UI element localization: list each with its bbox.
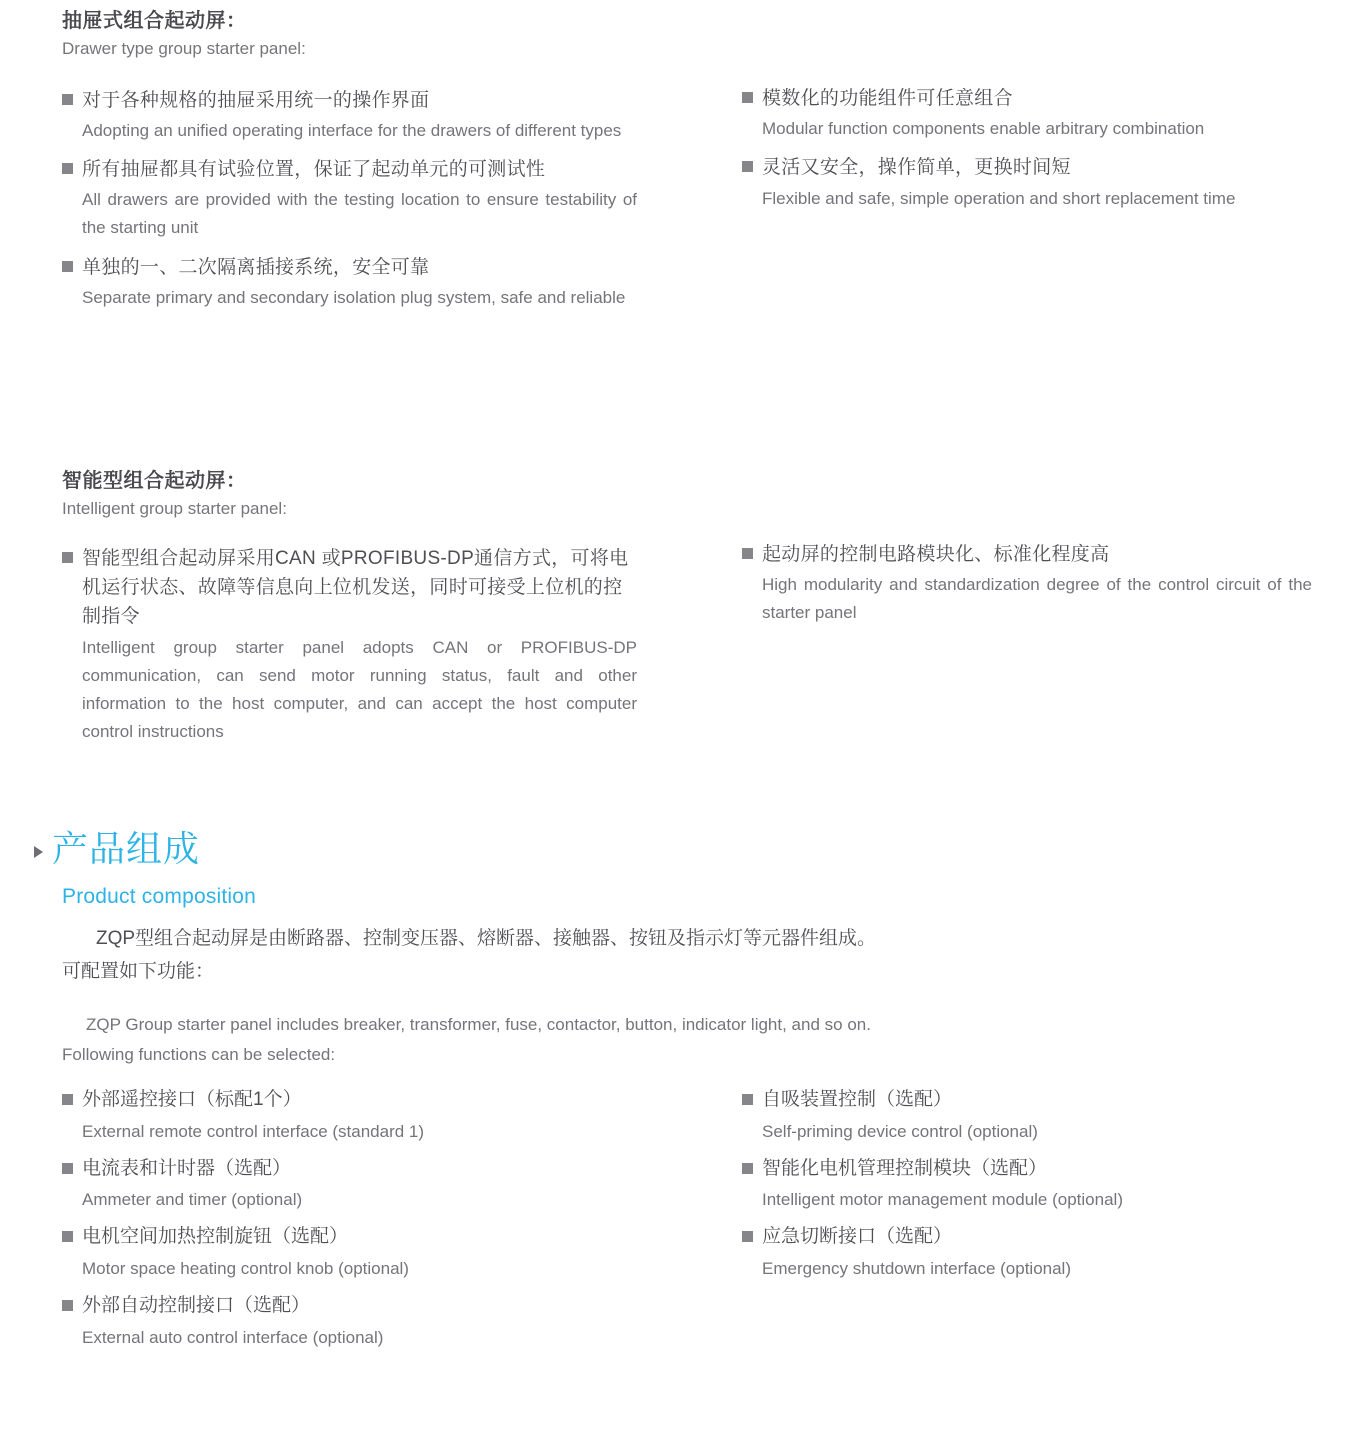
bullet-text-en: Modular function components enable arbitrary combination	[762, 119, 1205, 139]
composition-list-left	[62, 1086, 637, 1361]
bullet-text-cn: 模数化的功能组件可任意组合	[762, 88, 1013, 109]
list-item	[742, 1155, 1312, 1214]
composition-item-en: Self-priming device control (optional)	[762, 1121, 1038, 1141]
bullet-text-cn: 灵活又安全，操作简单，更换时间短	[762, 157, 1071, 179]
section-title-en: Intelligent group starter panel:	[62, 499, 287, 518]
bullet-text-en: Intelligent group starter panel adopts CAN or PROFIBUS-DP communication, can send motor running status, fault and other information to the host computer, and can accept the host computer control instructions	[82, 637, 637, 741]
square-bullet-icon	[62, 1094, 73, 1105]
list-item	[62, 1086, 637, 1145]
square-bullet-icon	[62, 163, 73, 174]
composition-item-en: External remote control interface (standard 1)	[82, 1121, 425, 1141]
list-item	[62, 1292, 637, 1351]
bullet-text-en: Flexible and safe, simple operation and short replacement time	[762, 188, 1236, 208]
product-heading-cn: 产品组成	[52, 828, 201, 869]
composition-item-en: Motor space heating control knob (optional)	[82, 1258, 409, 1278]
square-bullet-icon	[742, 161, 753, 172]
composition-item-cn: 外部自动控制接口（选配）	[82, 1295, 311, 1317]
square-bullet-icon	[62, 552, 73, 563]
list-item	[742, 540, 1312, 569]
square-bullet-icon	[742, 1231, 753, 1242]
section-title-cn: 智能型组合起动屏：	[62, 470, 247, 492]
section-intelligent-left	[62, 468, 637, 746]
composition-item-en: Ammeter and timer (optional)	[82, 1190, 303, 1210]
section-drawer-type-right	[742, 84, 1312, 213]
list-item	[62, 1155, 637, 1214]
composition-item-cn: 智能化电机管理控制模块（选配）	[762, 1157, 1048, 1179]
bullet-text-cn: 对于各种规格的抽屉采用统一的操作界面	[82, 89, 430, 111]
bullet-text-en: All drawers are provided with the testing location to ensure testability of the starting unit	[82, 190, 637, 238]
composition-item-en: Intelligent motor management module (optional)	[762, 1190, 1123, 1210]
list-item	[62, 155, 637, 184]
composition-item-cn: 自吸装置控制（选配）	[762, 1089, 953, 1110]
bullet-text-en: Separate primary and secondary isolation plug system, safe and reliable	[82, 287, 626, 307]
composition-item-cn: 电机空间加热控制旋钮（选配）	[82, 1226, 349, 1248]
bullet-text-cn: 单独的一、二次隔离插接系统，安全可靠	[82, 256, 430, 278]
list-item	[742, 153, 1312, 182]
composition-list-right	[742, 1086, 1312, 1292]
composition-item-cn: 电流表和计时器（选配）	[82, 1157, 292, 1179]
composition-item-en: Emergency shutdown interface (optional)	[762, 1258, 1071, 1278]
section-intelligent-right	[742, 540, 1312, 628]
square-bullet-icon	[742, 1163, 753, 1174]
product-heading-en: Product composition	[62, 885, 257, 908]
list-item	[742, 1086, 1312, 1145]
square-bullet-icon	[62, 1300, 73, 1311]
section-drawer-type-left	[62, 8, 637, 312]
square-bullet-icon	[62, 94, 73, 105]
bullet-text-cn: 智能型组合起动屏采用CAN 或PROFIBUS-DP通信方式，可将电机运行状态、故障等信息向上位机发送，同时可接受上位机的控制指令	[82, 547, 629, 628]
bullet-text-cn: 所有抽屉都具有试验位置，保证了起动单元的可测试性	[82, 158, 546, 180]
composition-item-cn: 外部遥控接口（标配1个）	[82, 1089, 302, 1110]
list-item	[62, 544, 637, 632]
composition-item-cn: 应急切断接口（选配）	[762, 1226, 953, 1248]
composition-item-en: External auto control interface (optional)	[82, 1327, 384, 1347]
section-title-en: Drawer type group starter panel:	[62, 39, 306, 58]
list-item	[62, 253, 637, 282]
triangle-marker-icon	[34, 846, 43, 858]
product-paragraph-en: ZQP Group starter panel includes breaker, transformer, fuse, contactor, button, indicator light, and so on. Following functions can be selected:	[62, 1015, 871, 1064]
square-bullet-icon	[742, 548, 753, 559]
square-bullet-icon	[62, 1231, 73, 1242]
list-item	[62, 86, 637, 115]
bullet-text-en: Adopting an unified operating interface for the drawers of different types	[82, 120, 622, 140]
page-title	[34, 826, 200, 871]
list-item	[62, 1223, 637, 1282]
bullet-text-en: High modularity and standardization degree of the control circuit of the starter panel	[762, 575, 1312, 623]
bullet-text-cn: 起动屏的控制电路模块化、标准化程度高	[762, 544, 1110, 565]
section-title-cn: 抽屉式组合起动屏：	[62, 10, 247, 32]
list-item	[742, 84, 1312, 113]
product-paragraph-cn: ZQP型组合起动屏是由断路器、控制变压器、熔断器、接触器、按钮及指示灯等元器件组成。可配置如下功能：	[62, 928, 877, 983]
square-bullet-icon	[742, 92, 753, 103]
list-item	[742, 1223, 1312, 1282]
square-bullet-icon	[62, 1163, 73, 1174]
square-bullet-icon	[742, 1094, 753, 1105]
square-bullet-icon	[62, 261, 73, 272]
